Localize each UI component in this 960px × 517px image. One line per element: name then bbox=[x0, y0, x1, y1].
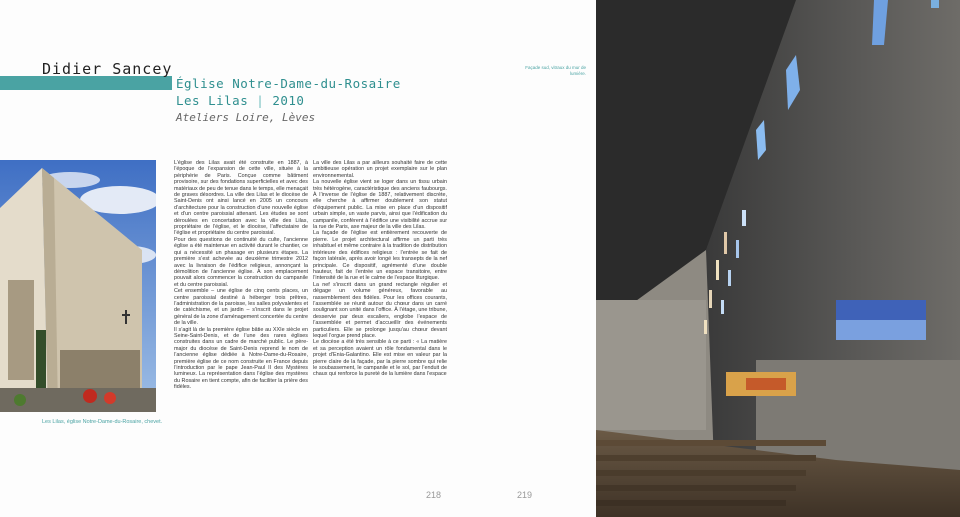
title-architects: Ateliers Loire, Lèves bbox=[176, 111, 316, 124]
paragraph: Pour des questions de continuité du culte, l’ancienne église a été maintenue en activité durant le chantier, ce qui a nécessité un phasage en plusieurs étapes. La première s’est achevée au deuxième trimestre 2012 avec la livraison de l’édifice religieux, annonçant la démolition de l’ancienne église. À son emplacement pouvait alors commencer la construction du campanile et du centre paroissial. bbox=[174, 236, 308, 288]
paragraph: Il s’agit là de la première église bâtie au XXIe siècle en Seine-Saint-Denis, et de l’une des rares églises construites dans un cadre de marché public. Le père-major du diocèse de Saint-Denis reprend le nom de l’ancienne église dédiée à Notre-Dame-du-Rosaire, première église de ce nom construite en France depuis l’introduction par le pape Jean-Paul II des Mystères lumineux. La représentation dans l’église des mystères du Rosaire en tient compte, afin de faciliter la prière des fidèles. bbox=[174, 326, 308, 391]
article-title-block bbox=[176, 76, 401, 124]
title-accent-band bbox=[0, 76, 172, 90]
paragraph: La façade de l’église est entièrement recouverte de pierre. Le projet architectural affirme un parti très inhabituel et même contraire à la tradition de distribution intérieure des édifices religieux : l’entrée se fait de façon latérale, après avoir longé les transepts de la nef principale. Ce dispositif, agrémenté d’une double hauteur, fait de l’entrée un espace transitoire, entre l’intensité de la rue et le calme de l’espace liturgique. bbox=[313, 230, 447, 282]
paragraph: La nef s’inscrit dans un grand rectangle régulier et dégage un volume généreux, favorable au rassemblement des fidèles. Pour les offices courants, l’assemblée se réunit autour du chœur dans un carré soulignant son unité dans l’office. À l’étage, une tribune, desservie par deux escaliers, englobe l’espace de l’assemblée et permet d’accueillir des événements particuliers. Elle se prolonge jusqu’au chœur devant lequel l’orgue prend place. bbox=[313, 281, 447, 339]
text-column-2 bbox=[313, 160, 447, 378]
paragraph: Le diocèse a été très sensible à ce parti : « La matière et sa perception avaient un rôle fondamental dans le projet d’Enia-Galantino. Elle est mise en valeur par la pierre claire de la façade, par la pierre sombre qui relie le soubassement, le campanile et le sol, par l’enduit de chaux qui renforce la pureté de la lumière dans l’espace bbox=[313, 339, 447, 378]
author-name: Didier Sancey bbox=[42, 60, 173, 78]
paragraph: La nouvelle église vient se loger dans un tissu urbain très hétérogène, caractéristique des anciens faubourgs. À l’inverse de l’église de 1887, relativement discrète, elle cherche à affirmer doublement son statut d’équipement public. La mise en place d’un dispositif urbain simple, un vaste parvis, ainsi que l’édification du campanile, confèrent à l’édifice une visibilité accrue sur la rue de Paris, axe majeur de la ville des Lilas. bbox=[313, 179, 447, 231]
title-year: 2010 bbox=[272, 93, 305, 108]
title-location-year bbox=[176, 93, 401, 108]
title-separator: | bbox=[256, 93, 265, 108]
left-photo-caption: Les Lilas, église Notre-Dame-du-Rosaire, chevet. bbox=[42, 419, 163, 425]
paragraph: La ville des Lilas a par ailleurs souhaité faire de cette ambitieuse opération un projet exemplaire sur le plan environnemental. bbox=[313, 160, 447, 179]
right-photo-caption: Façade sud, vitraux du mur de lumière. bbox=[525, 65, 586, 76]
page-number-right: 219 bbox=[517, 490, 533, 500]
title-eglise: Église bbox=[176, 76, 225, 91]
page-number-left: 218 bbox=[426, 490, 442, 500]
church-exterior-photo bbox=[0, 160, 156, 412]
title-dedication: Notre-Dame-du-Rosaire bbox=[232, 76, 401, 91]
title-church-name bbox=[176, 76, 401, 91]
church-interior-photo bbox=[596, 0, 960, 517]
title-place: Les Lilas bbox=[176, 93, 249, 108]
paragraph: L’église des Lilas avait été construite en 1887, à l’époque de l’expansion de cette ville, située à la périphérie de Paris. Conçue comme bâtiment provisoire, sur des fondations superficielles et avec des matériaux de peu de tenue dans le temps, elle menaçait de graves désordres. La ville des Lilas et le diocèse de Saint-Denis ont ainsi lancé en 2005 un concours d’architecture pour la construction d’une nouvelle église et d’un centre paroissial attenant. Les études se sont déroulées en concertation avec la ville des Lilas, propriétaire de l’église, et le diocèse, l’affectataire de l’église et propriétaire du centre paroissial. bbox=[174, 160, 308, 237]
paragraph: Cet ensemble – une église de cinq cents places, un centre paroissial destiné à héberger trois prêtres, l’administration de la paroisse, les salles polyvalentes et de catéchisme, et un jardin – s’inscrit dans le projet général de la zone d’aménagement concertée du centre de la ville. bbox=[174, 288, 308, 327]
text-column-1 bbox=[174, 160, 308, 391]
